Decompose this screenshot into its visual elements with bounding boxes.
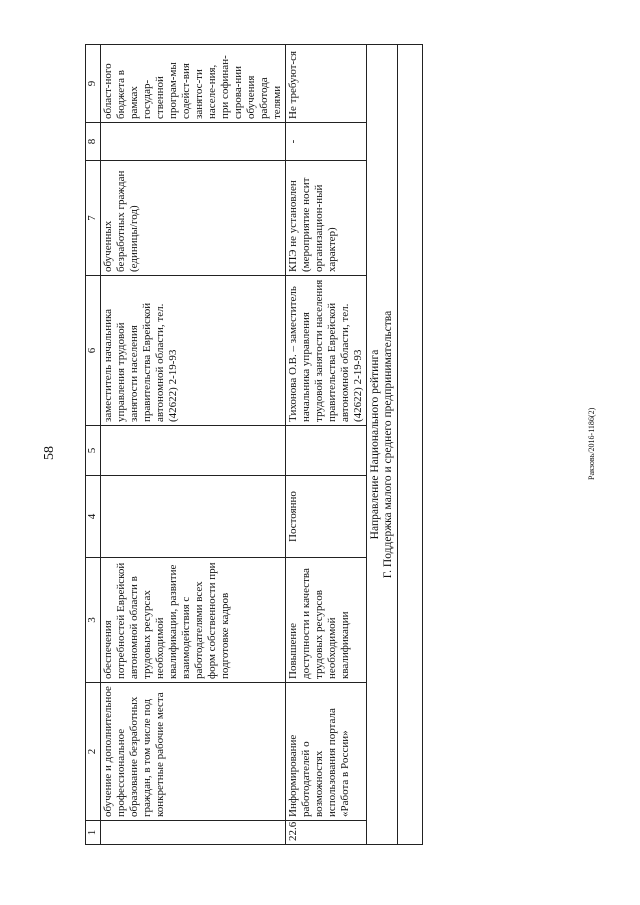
header-cell-8: 8	[86, 123, 101, 161]
measure-funding: Не требуют-ся	[286, 45, 367, 123]
table-row	[286, 45, 367, 845]
page-number: 58	[42, 446, 57, 460]
document-code-text: Ракзовь/2016-1186(2)	[587, 407, 596, 480]
measure-col5	[286, 426, 367, 476]
header-cell-9: 9	[86, 45, 101, 123]
measure-kpi: обученных безработных граждан (единицы/год)	[101, 161, 286, 276]
measure-responsible: Тихонова О.В. – заместитель начальника управления трудовой занятости населения правительства Еврейской автономной области, тел. (42622) 2-19-93	[286, 276, 367, 426]
measure-term: Постоянно	[286, 476, 367, 558]
measure-name: обучение и дополнительное профессиональное образование безработных граждан, в том числе под конкретные рабочие места	[101, 683, 286, 821]
measure-col8: -	[286, 123, 367, 161]
header-cell-4: 4	[86, 476, 101, 558]
measure-term	[101, 476, 286, 558]
empty-row	[398, 45, 423, 845]
header-cell-3: 3	[86, 558, 101, 683]
measure-col5	[101, 426, 286, 476]
measure-funding: област-ного бюджета в рамках государ-ственной програм-мы содейст-вия занятос-ти населе-ния, при софинан-сирова-нии обучения работода телями	[101, 45, 286, 123]
section-direction: Направление Национального рейтинга	[369, 349, 381, 540]
measure-kpi: КПЭ не установлен (мероприятие носит организацион-ный характер)	[286, 161, 367, 276]
measure-name: Информирование работодателей о возможностях использования портала «Работа в России»	[286, 683, 367, 821]
measure-col8	[101, 123, 286, 161]
rotated-table-container	[85, 45, 515, 845]
measures-table	[85, 44, 423, 845]
section-heading-row	[367, 45, 398, 845]
measure-responsible: заместитель начальника управления трудовой занятости населения правительства Еврейской автономной области, тел. (42622) 2-19-93	[101, 276, 286, 426]
row-number: 22.6	[286, 821, 367, 845]
empty-cell	[398, 45, 423, 845]
section-heading-cell	[367, 45, 398, 845]
section-title: Г. Поддержка малого и среднего предпринимательства	[382, 310, 394, 579]
header-cell-7: 7	[86, 161, 101, 276]
measure-goal: обеспечения потребностей Еврейской автономной области в трудовых ресурсах необходимой квалификации, развитие взаимодействия с работодателями всех форм собственности при подготовке кадров	[101, 558, 286, 683]
header-cell-2: 2	[86, 683, 101, 821]
measure-goal: Повышение доступности и качества трудовых ресурсов необходимой квалификации	[286, 558, 367, 683]
row-number	[101, 821, 286, 845]
header-cell-6: 6	[86, 276, 101, 426]
table-row	[101, 45, 286, 845]
header-cell-5: 5	[86, 426, 101, 476]
header-row	[86, 45, 101, 845]
header-cell-1: 1	[86, 821, 101, 845]
